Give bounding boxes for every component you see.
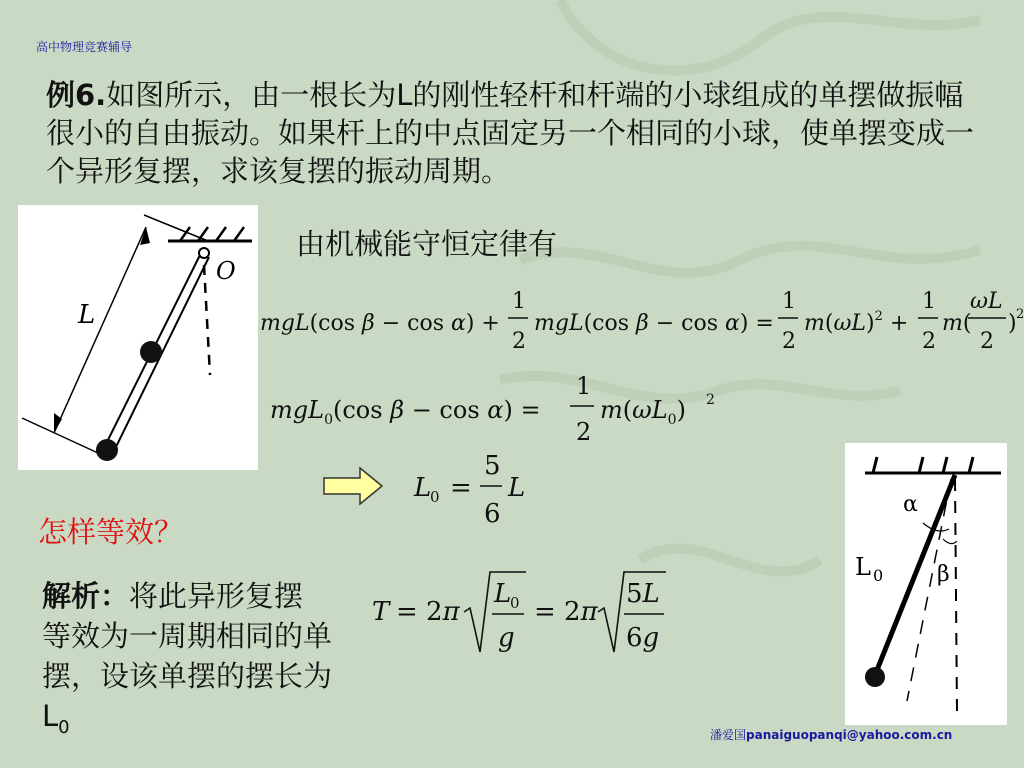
equivalence-question: 怎样等效？ [38, 515, 184, 549]
slide-footer [710, 726, 952, 743]
analysis-label: 解析： [42, 579, 130, 613]
svg-text:T: T [372, 597, 390, 627]
svg-text:m(: m( [942, 311, 972, 336]
svg-text:g: g [498, 623, 515, 653]
vertical-dashed-line [955, 479, 957, 713]
ceiling-hatch [873, 457, 973, 473]
svg-text:2: 2 [980, 329, 994, 354]
svg-text:2: 2 [782, 329, 796, 354]
svg-text:6: 6 [484, 499, 501, 528]
svg-text:2: 2 [922, 329, 936, 354]
svg-text:m(ωL)2 +: $m(\omega L)^2$ + [804, 309, 909, 336]
middle-ball [140, 341, 162, 363]
svg-text:1: 1 [922, 289, 936, 314]
svg-text:mgL(cos β − cos α) +: mgL(cos β − cos α) + [260, 311, 500, 336]
footer-email: panaiguopanqi@yahoo.com.cn [746, 728, 953, 742]
equation-2 [268, 372, 728, 452]
figure-pendulum-left [18, 205, 258, 470]
compound-pendulum-diagram [845, 443, 1007, 725]
svg-text:2: 2 [1016, 307, 1024, 322]
footer-author: 潘爱国 [710, 728, 747, 742]
angle-arc-beta [943, 539, 957, 544]
svg-text:mgL0(cos β − cos α) =: mgL$_0$(cos β − cos α) = [270, 396, 541, 428]
equation-4 [370, 566, 670, 662]
svg-text:): ) [1008, 311, 1017, 336]
svg-text:= 2π: = 2π [534, 597, 598, 627]
svg-text:5: 5 [484, 451, 501, 481]
svg-text:2: 2 [576, 418, 592, 446]
svg-text:1: 1 [782, 289, 796, 314]
implies-arrow [322, 466, 384, 506]
angle-alpha-label: α [903, 492, 918, 517]
length-label: L [78, 300, 96, 330]
analysis-subscript: 0 [58, 716, 70, 738]
svg-text:=: = [450, 473, 472, 503]
angle-beta-label: β [937, 562, 950, 587]
problem-text: 如图所示，由一根长为L的刚性轻杆和杆端的小球组成的单摆做振幅很小的自由振动。如果杆上的中点固定另一个相同的小球，使单摆变成一个异形复摆，求该复摆的振动周期。 [46, 78, 975, 188]
energy-statement: 由机械能守恒定律有 [296, 227, 558, 261]
equation-1 [258, 284, 1024, 356]
figure-pendulum-right [845, 443, 1007, 725]
end-ball [96, 439, 118, 461]
bob [865, 667, 885, 687]
dimension-bottom-extension [22, 418, 98, 453]
problem-label: 例6. [46, 78, 107, 112]
length-subscript: 0 [873, 566, 884, 585]
dimension-top-extension [144, 215, 208, 241]
pivot-point [199, 248, 209, 258]
slide-header: 高中物理竞赛辅导 [36, 40, 133, 54]
length-label: L [855, 553, 871, 581]
pendulum-diagram [18, 205, 258, 470]
svg-text:L: L [508, 473, 526, 503]
svg-text:2: 2 [512, 329, 526, 354]
svg-text:L: L [414, 473, 432, 503]
problem-statement [46, 76, 986, 190]
vertical-dashed-line [204, 265, 210, 375]
svg-text:mgL(cos β − cos α) =: mgL(cos β − cos α) = [534, 311, 774, 336]
svg-text:ωL: ωL [970, 289, 1003, 314]
svg-text:5L: 5L [626, 579, 660, 609]
dimension-line [54, 227, 146, 433]
svg-text:m(ωL0): $m(\omega L_0)$ [600, 396, 686, 428]
svg-text:6g: 6g [626, 623, 660, 653]
svg-text:1: 1 [512, 289, 526, 314]
analysis-body: 将此异形复摆等效为一周期相同的单摆，设该单摆的摆长为L [42, 579, 333, 733]
equation-3 [412, 448, 542, 528]
svg-text:2: 2 [706, 392, 715, 408]
pivot-label: O [216, 257, 236, 285]
analysis-text [42, 576, 332, 748]
svg-text:= 2π: = 2π [396, 597, 460, 627]
svg-text:0: 0 [430, 488, 440, 506]
svg-text:0: 0 [510, 594, 520, 612]
svg-text:1: 1 [576, 372, 592, 400]
svg-text:L: L [494, 579, 512, 609]
